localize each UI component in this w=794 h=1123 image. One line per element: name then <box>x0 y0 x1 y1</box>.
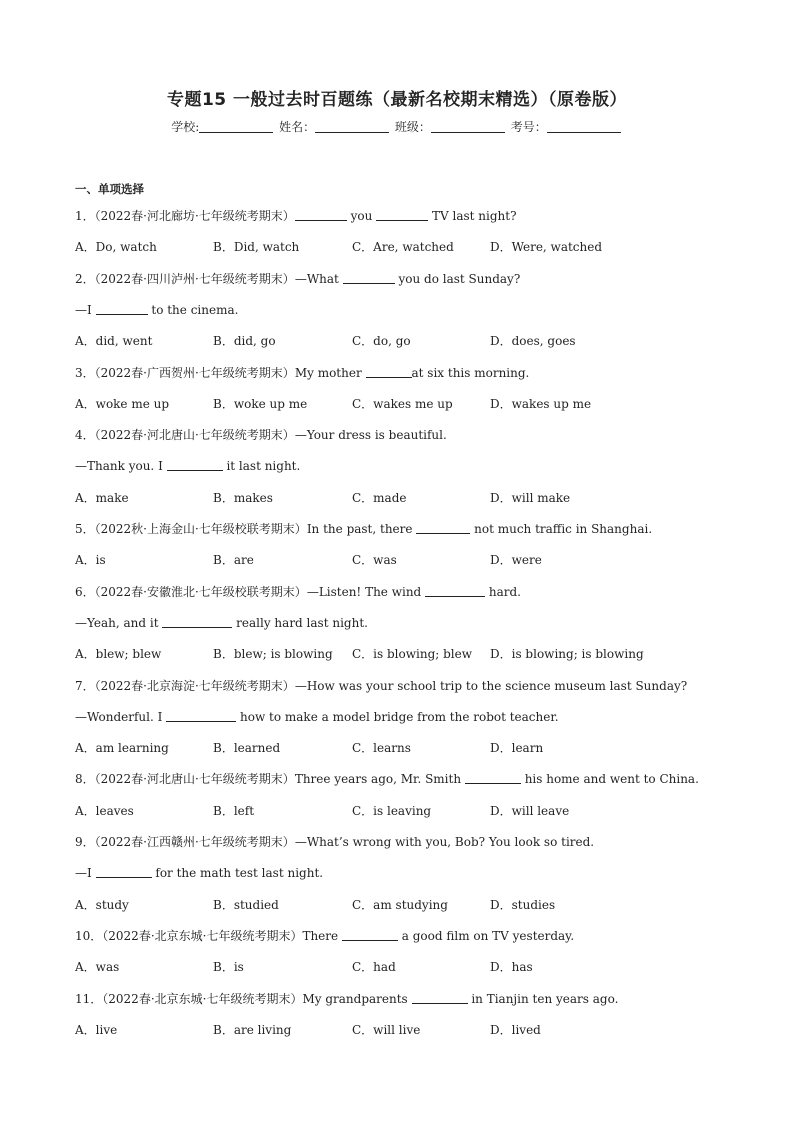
school-label: 学校: <box>171 120 200 134</box>
question-text: at six this morning. <box>411 365 530 380</box>
question-number: 8． <box>75 772 95 787</box>
answer-option[interactable]: B．woke up me <box>213 396 308 411</box>
question-dialogue-line <box>75 615 368 631</box>
question-stem <box>75 427 447 443</box>
question-number: 5． <box>75 522 95 536</box>
answer-option[interactable]: B．studied <box>213 897 279 912</box>
question-text: —Your dress is beautiful. <box>294 428 447 443</box>
answer-option[interactable]: C．had <box>352 960 396 975</box>
question-stem <box>75 365 529 381</box>
answer-blank[interactable] <box>343 271 395 284</box>
question-dialogue-line <box>75 302 238 318</box>
answer-option[interactable]: A．leaves <box>75 803 134 818</box>
answer-option[interactable]: C．made <box>352 490 407 505</box>
question-stem <box>75 771 699 787</box>
question-text: —I <box>75 302 96 317</box>
question-text: a good film on TV yesterday. <box>397 928 575 943</box>
answer-option[interactable]: A．is <box>75 553 106 568</box>
answer-option[interactable]: A．study <box>75 897 129 912</box>
answer-blank[interactable] <box>96 302 148 315</box>
question-number: 3． <box>75 365 95 380</box>
student-info-line <box>0 118 794 135</box>
answer-blank[interactable] <box>342 928 398 941</box>
question-text: his home and went to China. <box>520 772 699 787</box>
answer-blank[interactable] <box>366 365 412 378</box>
answer-blank[interactable] <box>416 521 470 534</box>
answer-option[interactable]: D．lived <box>490 1022 541 1037</box>
answer-option[interactable]: A．live <box>75 1022 118 1037</box>
answer-option[interactable]: A．make <box>75 490 129 505</box>
answer-option[interactable]: A．blew; blew <box>75 647 162 662</box>
question-stem <box>75 584 521 600</box>
answer-option[interactable]: C．is blowing; blew <box>352 647 473 662</box>
answer-option[interactable]: D．Were, watched <box>490 240 603 255</box>
question-text: My mother <box>294 365 366 380</box>
question-dialogue-line <box>75 709 559 725</box>
answer-option[interactable]: C．Are, watched <box>352 240 454 255</box>
question-source: （2022春·北京东城·七年级统考期末） <box>102 928 303 943</box>
question-source: （2022春·河北廊坊·七年级统考期末） <box>94 209 295 223</box>
question-dialogue-line <box>75 458 300 474</box>
question-text: —What <box>294 271 343 286</box>
answer-option[interactable]: B．are <box>213 553 254 568</box>
question-source: （2022春·北京海淀·七年级统考期末） <box>94 678 295 693</box>
question-source: （2022春·河北唐山·七年级统考期末） <box>94 428 295 443</box>
number-label: 考号： <box>510 120 547 134</box>
answer-blank[interactable] <box>162 615 232 628</box>
answer-option[interactable]: B．did, go <box>213 334 276 349</box>
answer-option[interactable]: D．learn <box>490 741 544 756</box>
question-text: to the cinema. <box>147 302 239 317</box>
question-stem <box>75 271 520 287</box>
question-text: hard. <box>485 584 521 599</box>
answer-option[interactable]: D．were <box>490 553 542 568</box>
answer-blank[interactable] <box>96 865 152 878</box>
question-text: —Wonderful. I <box>75 709 167 724</box>
question-number: 1． <box>75 209 95 223</box>
question-text: —Thank you. I <box>75 459 167 474</box>
answer-option[interactable]: D．studies <box>490 897 556 912</box>
school-field[interactable] <box>199 120 273 133</box>
answer-blank[interactable] <box>295 208 347 221</box>
question-text: In the past, there <box>306 522 417 536</box>
question-source: （2022春·四川泸州·七年级统考期末） <box>94 271 295 286</box>
answer-option[interactable]: C．wakes me up <box>352 396 453 411</box>
question-text: it last night. <box>222 459 301 474</box>
question-number: 10． <box>75 928 103 943</box>
question-number: 7． <box>75 678 95 693</box>
class-label: 班级： <box>394 120 431 134</box>
answer-option[interactable]: D．will leave <box>490 803 570 818</box>
answer-option[interactable]: D．will make <box>490 490 571 505</box>
question-text: —How was your school trip to the science museum last Sunday? <box>294 678 688 693</box>
question-source: （2022春·河北唐山·七年级统考期末） <box>94 772 295 787</box>
question-text: you <box>346 209 377 223</box>
answer-blank[interactable] <box>166 709 236 722</box>
answer-option[interactable]: A．did, went <box>75 334 153 349</box>
answer-option[interactable]: A．Do, watch <box>75 240 157 255</box>
answer-option[interactable]: B．Did, watch <box>213 240 300 255</box>
answer-option[interactable]: C．is leaving <box>352 803 432 818</box>
question-source: （2022春·江西赣州·七年级统考期末） <box>94 835 295 849</box>
question-text: —What’s wrong with you, Bob? You look so tired. <box>294 835 595 849</box>
answer-option[interactable]: C．learns <box>352 741 411 756</box>
question-number: 4． <box>75 428 95 443</box>
question-text: There <box>302 928 342 943</box>
answer-option[interactable]: C．am studying <box>352 897 448 912</box>
question-dialogue-line <box>75 865 323 881</box>
question-text: really hard last night. <box>232 615 368 630</box>
name-label: 姓名： <box>279 120 316 134</box>
class-field[interactable] <box>431 120 505 133</box>
question-stem <box>75 834 594 850</box>
section-heading: 一、单项选择 <box>75 182 144 196</box>
answer-option[interactable]: D．wakes up me <box>490 396 592 411</box>
question-text: TV last night? <box>428 209 517 223</box>
answer-option[interactable]: D．does, goes <box>490 334 576 349</box>
answer-blank[interactable] <box>376 208 428 221</box>
answer-blank[interactable] <box>465 771 521 784</box>
question-source: （2022春·广西贺州·七年级统考期末） <box>94 365 295 380</box>
answer-option[interactable]: B．is <box>213 960 244 975</box>
question-text: —Listen! The wind <box>306 584 426 599</box>
question-source: （2022春·北京东城·七年级统考期末） <box>102 991 303 1006</box>
question-text: —I <box>75 866 96 881</box>
answer-option[interactable]: D．has <box>490 960 533 975</box>
question-stem <box>75 678 687 694</box>
question-stem <box>75 928 574 944</box>
question-text: in Tianjin ten years ago. <box>467 991 619 1006</box>
question-number: 6． <box>75 584 95 599</box>
answer-option[interactable]: B．makes <box>213 490 273 505</box>
question-number: 11． <box>75 991 103 1006</box>
name-field[interactable] <box>315 120 389 133</box>
question-number: 9． <box>75 835 95 849</box>
question-source: （2022春·安徽淮北·七年级校联考期末） <box>94 584 307 599</box>
question-text: how to make a model bridge from the robot teacher. <box>236 709 559 724</box>
answer-option[interactable]: A．was <box>75 960 120 975</box>
question-stem <box>75 208 517 224</box>
answer-option[interactable]: D．is blowing; is blowing <box>490 647 644 662</box>
answer-blank[interactable] <box>167 458 223 471</box>
number-field[interactable] <box>547 120 621 133</box>
answer-option[interactable]: B．learned <box>213 741 281 756</box>
answer-option[interactable]: B．blew; is blowing <box>213 647 333 662</box>
answer-blank[interactable] <box>412 991 468 1004</box>
question-text: you do last Sunday? <box>394 271 521 286</box>
answer-option[interactable]: B．are living <box>213 1022 292 1037</box>
answer-option[interactable]: A．woke me up <box>75 396 170 411</box>
question-stem <box>75 991 618 1007</box>
question-text: not much traffic in Shanghai. <box>470 522 653 536</box>
question-source: （2022秋·上海金山·七年级校联考期末） <box>94 522 307 536</box>
question-number: 2． <box>75 271 95 286</box>
question-text: —Yeah, and it <box>75 615 163 630</box>
answer-blank[interactable] <box>425 584 485 597</box>
answer-option[interactable]: A．am learning <box>75 741 169 756</box>
answer-option[interactable]: C．do, go <box>352 334 411 349</box>
answer-option[interactable]: C．was <box>352 553 397 568</box>
question-text: My grandparents <box>302 991 412 1006</box>
question-text: Three years ago, Mr. Smith <box>294 772 465 787</box>
question-stem <box>75 521 652 537</box>
answer-option[interactable]: C．will live <box>352 1022 421 1037</box>
question-text: for the math test last night. <box>151 866 324 881</box>
page-title: 专题15 一般过去时百题练（最新名校期末精选）（原卷版） <box>166 90 628 110</box>
answer-option[interactable]: B．left <box>213 803 255 818</box>
